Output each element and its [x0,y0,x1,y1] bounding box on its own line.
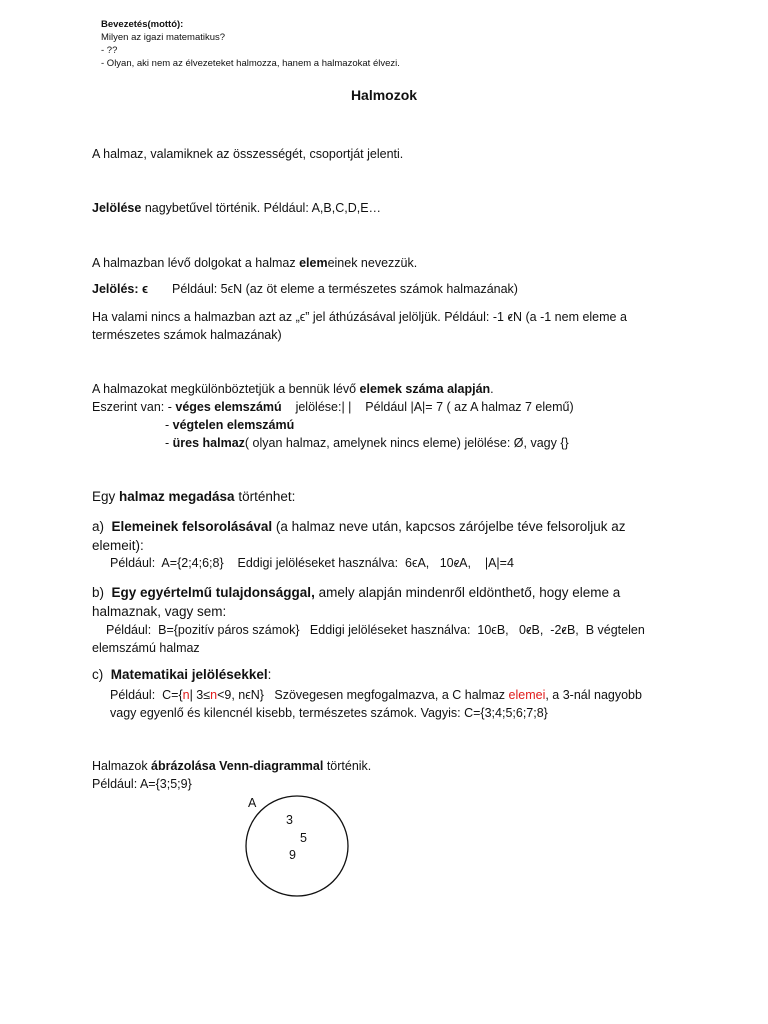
definition-text: A halmaz, valamiknek az összességét, csoportját jelenti. [92,147,404,161]
way-b-text: b) Egy egyértelmű tulajdonsággal, amely alapján mindenről eldönthető, hogy eleme a [92,585,621,600]
venn-diagram [240,790,370,910]
page-title: Halmozok [350,87,418,103]
elements-text: A halmazban lévő dolgokat a halmaz elemeinek nevezzük. [92,256,418,270]
way-c-text: c) Matematikai jelölésekkel: [92,667,272,682]
strike-element-symbol: ϵ [561,623,567,637]
venn-set-circle [246,796,348,896]
kinds-row-finite: Eszerint van: - véges elemszámú jelölése:| | Például |A|= 7 ( az A halmaz 7 elemű) [92,400,574,414]
strike-element-symbol: ϵ [453,556,460,570]
motto-line-1: Milyen az igazi matematikus? [101,32,226,43]
motto-line-3: - Olyan, aki nem az élvezeteket halmozza, hanem a halmazokat élvezi. [101,58,400,69]
way-b-text-line-2: halmaznak, vagy sem: [92,604,227,619]
venn-element: 3 [286,813,293,827]
venn-element: 5 [300,831,307,845]
venn-element: 9 [289,848,296,862]
definition-ways-heading: Egy halmaz megadása történhet: [92,489,296,504]
not-element-text-line-2: természetes számok halmazának) [92,328,282,342]
kinds-intro: A halmazokat megkülönböztetjük a bennük lévő elemek száma alapján. [92,382,494,396]
not-element-text: Ha valami nincs a halmazban azt az „ϵ” jel áthúzásával jelöljük. Például: -1 ϵN (a -1 nem eleme a [92,310,627,324]
way-b-example: Például: B={pozitív páros számok} Eddigi jelöléseket használva: 10ϵB, 0ϵB, -2ϵB, B végtelen [106,623,645,637]
motto-line-2: - ?? [101,45,118,56]
motto-heading: Bevezetés(mottó): [101,19,184,30]
venn-svg [240,790,370,910]
way-a-text-line-2: elemeit): [92,538,144,553]
kinds-row-infinite: - végtelen elemszámú [165,418,295,432]
venn-intro: Halmazok ábrázolása Venn-diagrammal történik. [92,759,372,773]
way-c-example-line-2: vagy egyenlő és kilencnél kisebb, természetes számok. Vagyis: C={3;4;5;6;7;8} [110,706,548,720]
notation-text: Jelölése nagybetűvel történik. Például: A,B,C,D,E… [92,201,382,215]
strike-element-symbol: ϵ [507,310,513,324]
venn-example: Például: A={3;5;9} [92,777,192,791]
way-b-example-line-2: elemszámú halmaz [92,641,200,655]
way-a-text: a) Elemeinek felsorolásával (a halmaz neve után, kapcsos zárójelbe téve felsoroljuk az [92,519,626,534]
venn-set-label: A [248,796,257,810]
strike-element-symbol: ϵ [526,623,532,637]
way-c-example: Például: C={n| 3≤n<9, nϵN} Szövegesen megfogalmazva, a C halmaz elemei, a 3-nál nagyobb [110,688,642,702]
way-a-example: Például: A={2;4;6;8} Eddigi jelöléseket használva: 6ϵA, 10ϵA, |A|=4 [110,556,514,570]
element-mark-text: Jelölés: ϵ Például: 5ϵN (az öt eleme a természetes számok halmazának) [92,282,518,296]
kinds-row-empty: - üres halmaz( olyan halmaz, amelynek nincs eleme) jelölése: Ø, vagy {} [165,436,569,450]
